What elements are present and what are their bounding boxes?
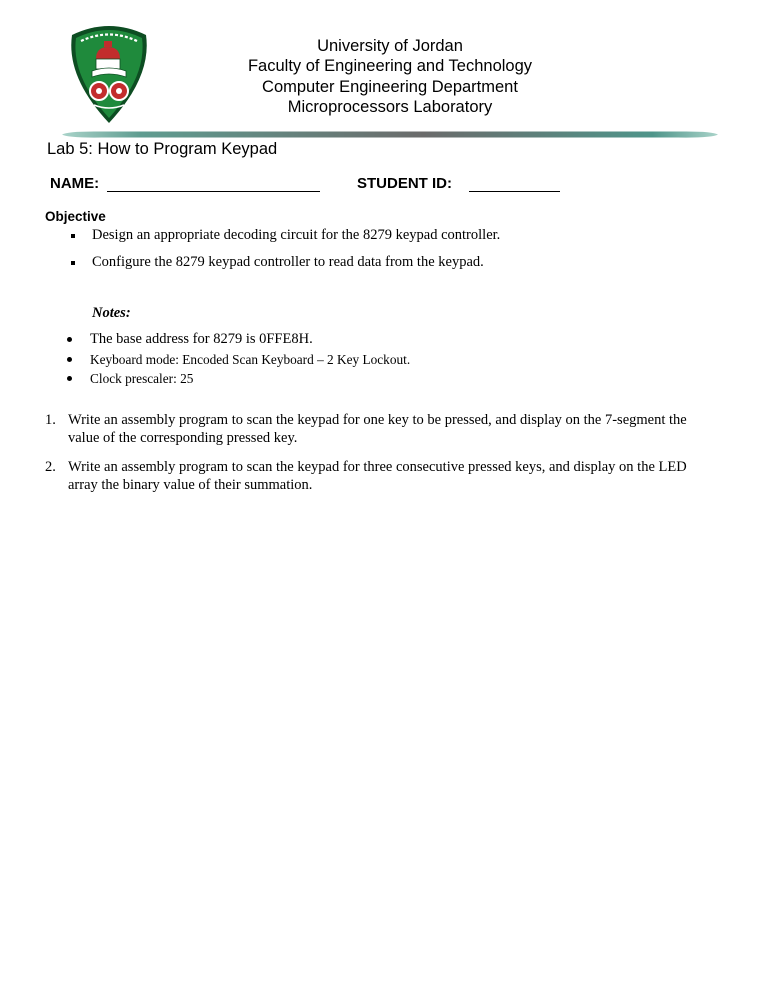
student-id-label: STUDENT ID:: [357, 175, 452, 192]
faculty-name: Faculty of Engineering and Technology: [247, 57, 533, 76]
university-logo: [66, 19, 152, 126]
square-bullet-icon: [71, 261, 75, 265]
name-blank-line: [107, 191, 320, 192]
laboratory-name: Microprocessors Laboratory: [287, 98, 493, 117]
task-text: Write an assembly program to scan the keypad for three consecutive pressed keys, and display on the LED array the binary value of their summation.: [68, 459, 687, 493]
round-bullet-icon: [67, 337, 72, 342]
notes-heading: Notes:: [92, 305, 131, 321]
round-bullet-icon: [67, 357, 72, 362]
objective-item-text: Configure the 8279 keypad controller to read data from the keypad.: [92, 254, 484, 270]
university-name: University of Jordan: [317, 37, 463, 55]
note-item-text: The base address for 8279 is 0FFE8H.: [90, 331, 313, 347]
objective-heading: Objective: [45, 209, 106, 224]
task-text: Write an assembly program to scan the keypad for one key to be pressed, and display on the 7-segment the value of the corresponding pressed key.: [68, 412, 687, 446]
header-divider: [62, 131, 718, 138]
objective-item-text: Design an appropriate decoding circuit for the 8279 keypad controller.: [92, 227, 501, 243]
round-bullet-icon: [67, 376, 72, 381]
department-name: Computer Engineering Department: [262, 77, 518, 96]
student-id-blank-line: [469, 191, 560, 192]
task-number: 2.: [45, 459, 56, 475]
square-bullet-icon: [71, 234, 75, 238]
institution-header: [200, 36, 580, 118]
note-item-text: Keyboard mode: Encoded Scan Keyboard – 2 Key Lockout.: [90, 352, 411, 367]
lab-title: Lab 5: How to Program Keypad: [47, 140, 278, 158]
task-number: 1.: [45, 412, 56, 428]
note-item-text: Clock prescaler: 25: [90, 371, 194, 386]
name-label: NAME:: [50, 175, 100, 192]
